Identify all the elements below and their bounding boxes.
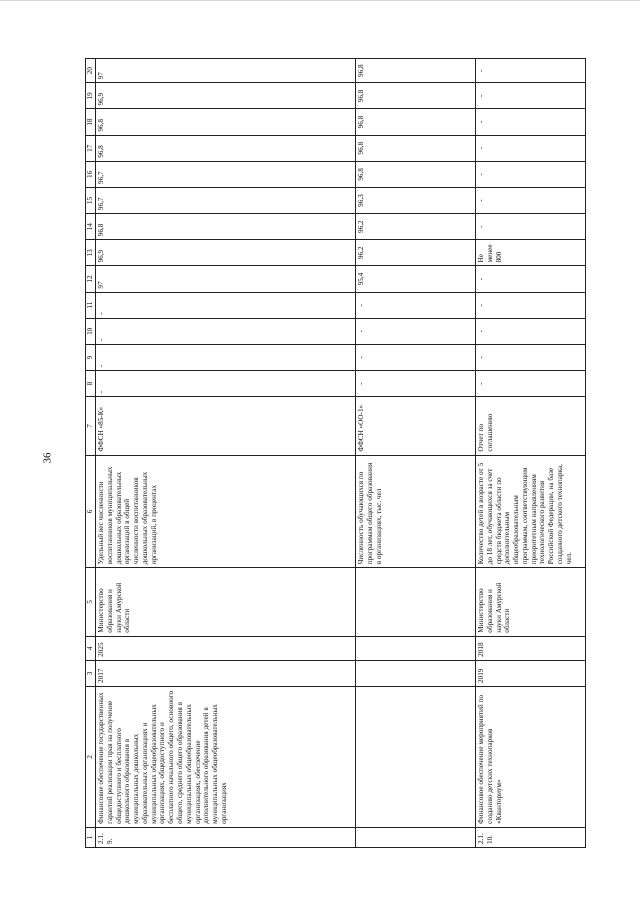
col-number: 11 (86, 292, 96, 318)
table-frame (85, 58, 578, 848)
value-cell: - (356, 371, 476, 397)
value-cell: - (476, 187, 586, 213)
value-cell: 96,8 (96, 109, 356, 135)
executor (356, 568, 476, 636)
end-year: 2025 (96, 636, 356, 660)
executor: Министерство образования и науки Амурской области (96, 568, 356, 636)
value-cell: 96,2 (356, 214, 476, 240)
end-year: 2018 (476, 636, 586, 660)
start-year: 2017 (96, 660, 356, 686)
program-table (85, 58, 586, 848)
value-cell: 96,3 (356, 187, 476, 213)
value-cell: 96,8 (356, 161, 476, 187)
value-cell: 96,8 (96, 214, 356, 240)
data-source: ФФСН «ОО-1» (356, 397, 476, 455)
value-cell: 96,7 (96, 161, 356, 187)
value-cell: 96,8 (356, 109, 476, 135)
value-cell: - (96, 318, 356, 344)
rotated-table-wrapper (85, 58, 573, 844)
col-number: 12 (86, 266, 96, 292)
start-year: 2019 (476, 660, 586, 686)
row-code: 2.1.9. (96, 827, 356, 847)
col-number: 16 (86, 161, 96, 187)
table-row (356, 59, 476, 848)
value-cell: - (476, 318, 586, 344)
value-cell: - (476, 371, 586, 397)
data-source: Отчет по соглашению (476, 397, 586, 455)
indicator: Численность обучающихся по программам общего образования в организациях, тыс. чел (356, 455, 476, 568)
col-number: 3 (86, 660, 96, 686)
value-cell: 96,9 (96, 83, 356, 109)
col-number: 14 (86, 214, 96, 240)
data-source: ФФСН «85-К» (96, 397, 356, 455)
col-number: 6 (86, 455, 96, 568)
value-cell: - (96, 344, 356, 370)
measure-name: Финансовое обеспечение мероприятий по созданию детских технопарков «Кванториум» (476, 686, 586, 827)
indicator: Удельный вес численности воспитанников муниципальных дошкольных образовательных организаций в общей численности воспитанников дошкольных образовательных организаций, в процентах (96, 455, 356, 568)
table-row (476, 59, 586, 848)
executor: Министерство образования и науки Амурской области (476, 568, 586, 636)
table-row (96, 59, 356, 848)
value-cell: 96,8 (356, 59, 476, 83)
value-cell: 97 (96, 59, 356, 83)
value-cell: - (356, 292, 476, 318)
col-number: 8 (86, 371, 96, 397)
value-cell: - (476, 83, 586, 109)
value-cell: - (476, 109, 586, 135)
value-cell: 96,2 (356, 240, 476, 266)
value-cell: - (356, 318, 476, 344)
col-number: 5 (86, 568, 96, 636)
value-cell: 95,4 (356, 266, 476, 292)
value-cell: - (476, 161, 586, 187)
row-code: 2.1.10. (476, 827, 586, 847)
end-year (356, 636, 476, 660)
value-cell: 96,9 (96, 240, 356, 266)
col-number: 20 (86, 59, 96, 83)
value-cell: - (476, 292, 586, 318)
row-code (356, 827, 476, 847)
value-cell: 96,8 (356, 135, 476, 161)
indicator: Количество детей в возрасте от 5 до 18 лет, обучающихся за счет средств бюджета области по дополнительным общеобразовательным программам, соответствующим приоритетным направлениям технологического развития Российской Федерации, на базе созданного детского технопарка, чел. (476, 455, 586, 568)
value-cell: 96,8 (356, 83, 476, 109)
col-number: 15 (86, 187, 96, 213)
value-cell: 96,8 (96, 135, 356, 161)
value-cell: - (476, 344, 586, 370)
col-number: 17 (86, 135, 96, 161)
value-cell: Не менее 800 (476, 240, 586, 266)
value-cell: - (356, 344, 476, 370)
value-cell: 96,7 (96, 187, 356, 213)
col-number: 18 (86, 109, 96, 135)
value-cell: - (476, 135, 586, 161)
col-number: 19 (86, 83, 96, 109)
value-cell: - (476, 59, 586, 83)
col-number: 9 (86, 344, 96, 370)
col-number: 10 (86, 318, 96, 344)
value-cell: - (476, 214, 586, 240)
value-cell: - (96, 292, 356, 318)
column-number-row (86, 59, 96, 848)
value-cell: 97 (96, 266, 356, 292)
col-number: 4 (86, 636, 96, 660)
start-year (356, 660, 476, 686)
col-number: 1 (86, 827, 96, 847)
col-number: 2 (86, 686, 96, 827)
value-cell: - (96, 371, 356, 397)
col-number: 13 (86, 240, 96, 266)
value-cell: - (476, 266, 586, 292)
page-number: 36 (41, 452, 54, 464)
col-number: 7 (86, 397, 96, 455)
top-edge-line (0, 0, 640, 1)
measure-name: Финансовое обеспечение государственных гарантий реализации прав на получение общедоступного и бесплатного дошкольного образования в муниципальных дошкольных образовательных организациях и муниципальных общеобразовательных организациях, общедоступного и бесплатного начального общего, основного общего, среднего общего образования в муниципальных общеобразовательных организациях, обеспечение дополнительного образования детей в муниципальных общеобразовательных организациях (96, 686, 356, 827)
measure-name (356, 686, 476, 827)
